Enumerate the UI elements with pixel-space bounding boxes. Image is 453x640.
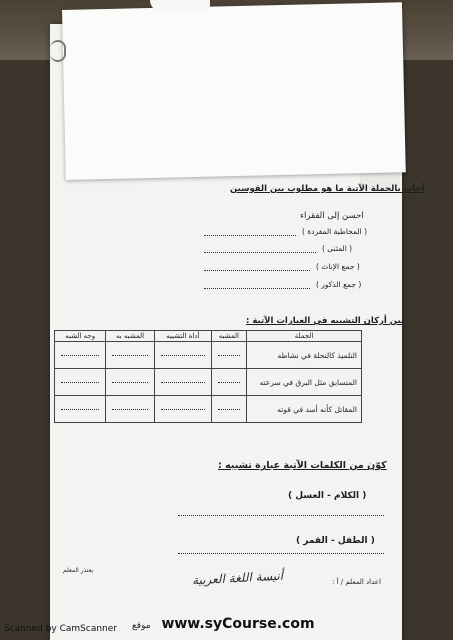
row-2-sentence: المتسابق مثل البرق في سرعته bbox=[247, 369, 362, 396]
q1-item-1: ( المخاطبة المفردة ) bbox=[302, 227, 367, 236]
row-1-cell[interactable] bbox=[211, 342, 246, 369]
q3-item-1: ( الكلام - العسل ) bbox=[288, 491, 367, 501]
q1-answer-line-3[interactable] bbox=[204, 270, 310, 271]
row-3-cell[interactable] bbox=[154, 396, 211, 423]
header-likened-to: المشبه به bbox=[106, 331, 154, 342]
question-1-title: أجاب بالجملة الآتية ما هو مطلوب بين القوسين bbox=[230, 184, 425, 194]
header-sentence: الجملة bbox=[247, 331, 362, 342]
q1-item-2: ( المثنى ) bbox=[322, 244, 353, 253]
table-row bbox=[55, 396, 362, 423]
header-similarity: وجه الشبه bbox=[55, 331, 106, 342]
site-watermark bbox=[132, 616, 315, 632]
overlapping-blank-sheet bbox=[62, 2, 406, 180]
row-1-cell[interactable] bbox=[154, 342, 211, 369]
simile-table bbox=[54, 330, 362, 423]
q1-item-4: ( جمع الذكور ) bbox=[316, 280, 362, 289]
question-1-sentence: احسن إلى الفقراء bbox=[300, 211, 364, 221]
q1-answer-line-1[interactable] bbox=[204, 235, 296, 236]
site-arabic-label: موقع bbox=[132, 621, 151, 631]
table-header-row bbox=[55, 331, 362, 342]
row-3-cell[interactable] bbox=[106, 396, 154, 423]
row-1-cell[interactable] bbox=[106, 342, 154, 369]
row-2-cell[interactable] bbox=[106, 369, 154, 396]
row-2-cell[interactable] bbox=[154, 369, 211, 396]
header-likened: المشبه bbox=[211, 331, 246, 342]
question-2-title: بين أركان التشبيه في العبارات الآتية : bbox=[246, 316, 405, 326]
row-1-sentence: التلميذ كالنحلة في نشاطه bbox=[247, 342, 362, 369]
row-2-cell[interactable] bbox=[55, 369, 106, 396]
row-3-cell[interactable] bbox=[211, 396, 246, 423]
site-url[interactable]: www.syCourse.com bbox=[161, 616, 315, 632]
row-3-sentence: المقاتل كأنه أسد في قوته bbox=[247, 396, 362, 423]
teacher-signature: أنيسة اللغة العربية bbox=[191, 568, 284, 588]
q3-answer-line-2[interactable] bbox=[178, 553, 384, 554]
teacher-note: يعتذر المعلم bbox=[63, 567, 94, 574]
question-3-title: كوّن من الكلمات الآتية عبارة تشبيه : bbox=[218, 460, 387, 471]
table-row bbox=[55, 369, 362, 396]
row-1-cell[interactable] bbox=[55, 342, 106, 369]
q3-answer-line-1[interactable] bbox=[178, 515, 384, 516]
q1-item-3: ( جمع الإناث ) bbox=[316, 262, 360, 271]
q3-item-2: ( الطفل - القمر ) bbox=[296, 536, 375, 546]
q1-answer-line-4[interactable] bbox=[204, 288, 310, 289]
prepared-by-label: اعداد المعلم / أ : bbox=[332, 578, 381, 586]
row-2-cell[interactable] bbox=[211, 369, 246, 396]
scanner-watermark: Scanned by CamScanner bbox=[4, 624, 117, 634]
header-tool: أداة التشبيه bbox=[154, 331, 211, 342]
q1-answer-line-2[interactable] bbox=[204, 252, 316, 253]
table-row bbox=[55, 342, 362, 369]
school-logo-icon bbox=[50, 40, 66, 62]
torn-paper-piece bbox=[150, 0, 210, 12]
row-3-cell[interactable] bbox=[55, 396, 106, 423]
